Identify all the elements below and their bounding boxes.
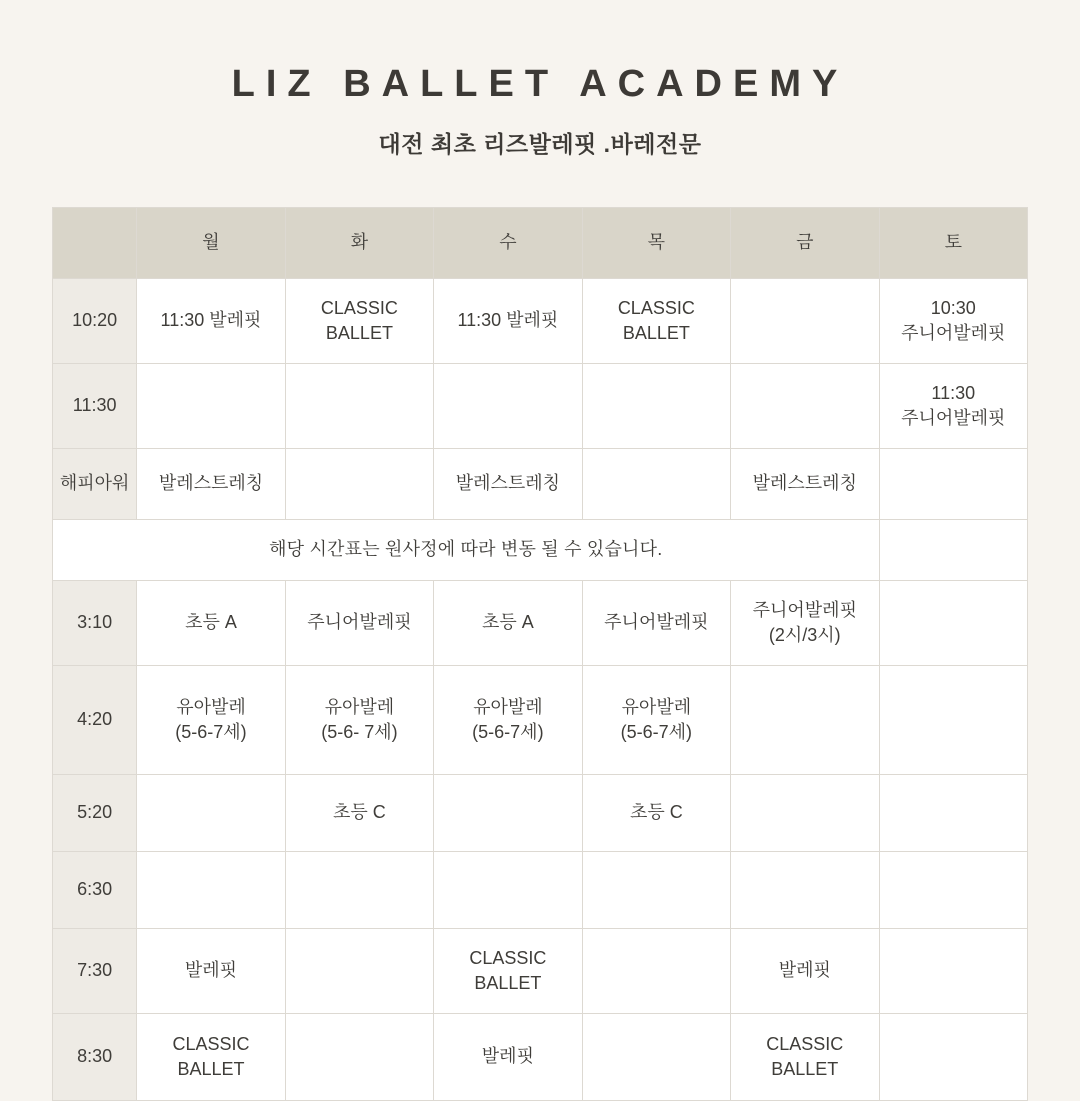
class-cell <box>879 774 1027 851</box>
class-cell <box>285 851 433 928</box>
header <box>0 0 1080 159</box>
row-time-label: 6:30 <box>53 851 137 928</box>
class-cell <box>434 774 582 851</box>
class-cell: 주니어발레핏 <box>285 580 433 665</box>
class-cell <box>731 665 879 774</box>
class-cell <box>731 774 879 851</box>
class-cell <box>879 665 1027 774</box>
header-day-mon: 월 <box>137 207 285 278</box>
class-cell <box>434 363 582 448</box>
class-cell: 유아발레 (5-6- 7세) <box>285 665 433 774</box>
class-cell: 발레스트레칭 <box>434 448 582 519</box>
table-row <box>53 278 1028 363</box>
row-time-label: 3:10 <box>53 580 137 665</box>
class-cell: 발레핏 <box>137 928 285 1013</box>
header-day-tue: 화 <box>285 207 433 278</box>
page-subtitle: 대전 최초 리즈발레핏 .바레전문 <box>378 130 702 157</box>
class-cell: 11:30 발레핏 <box>434 278 582 363</box>
table-header <box>53 207 1028 278</box>
class-cell: 초등 C <box>285 774 433 851</box>
class-cell: 주니어발레핏 <box>582 580 730 665</box>
page-title: LIZ BALLET ACADEMY <box>231 63 849 105</box>
class-cell <box>582 363 730 448</box>
table-body <box>53 278 1028 1100</box>
header-row <box>53 207 1028 278</box>
class-cell <box>879 448 1027 519</box>
row-time-label: 4:20 <box>53 665 137 774</box>
class-cell <box>582 1013 730 1100</box>
class-cell: 유아발레 (5-6-7세) <box>434 665 582 774</box>
schedule-table <box>52 207 1028 1101</box>
class-cell <box>285 363 433 448</box>
table-row <box>53 1013 1028 1100</box>
header-day-thu: 목 <box>582 207 730 278</box>
table-row <box>53 448 1028 519</box>
class-cell <box>879 580 1027 665</box>
class-cell <box>285 448 433 519</box>
class-cell <box>731 363 879 448</box>
class-cell <box>731 278 879 363</box>
class-cell <box>285 1013 433 1100</box>
table-row <box>53 851 1028 928</box>
class-cell <box>879 851 1027 928</box>
table-row <box>53 580 1028 665</box>
class-cell <box>137 363 285 448</box>
row-time-label: 11:30 <box>53 363 137 448</box>
row-time-label: 7:30 <box>53 928 137 1013</box>
schedule-note: 해당 시간표는 원사정에 따라 변동 될 수 있습니다. <box>53 519 880 580</box>
table-row <box>53 665 1028 774</box>
class-cell: 10:30 주니어발레핏 <box>879 278 1027 363</box>
class-cell: CLASSIC BALLET <box>434 928 582 1013</box>
class-cell: 발레핏 <box>731 928 879 1013</box>
header-corner <box>53 207 137 278</box>
class-cell: 11:30 발레핏 <box>137 278 285 363</box>
header-day-wed: 수 <box>434 207 582 278</box>
class-cell <box>879 1013 1027 1100</box>
row-time-label: 8:30 <box>53 1013 137 1100</box>
table-row <box>53 774 1028 851</box>
header-day-fri: 금 <box>731 207 879 278</box>
row-time-label: 10:20 <box>53 278 137 363</box>
class-cell: 초등 C <box>582 774 730 851</box>
class-cell: 초등 A <box>137 580 285 665</box>
class-cell: CLASSIC BALLET <box>731 1013 879 1100</box>
class-cell <box>879 928 1027 1013</box>
class-cell <box>582 448 730 519</box>
class-cell: CLASSIC BALLET <box>285 278 433 363</box>
row-time-label: 5:20 <box>53 774 137 851</box>
table-row <box>53 363 1028 448</box>
class-cell <box>137 774 285 851</box>
table-row <box>53 928 1028 1013</box>
class-cell: 주니어발레핏 (2시/3시) <box>731 580 879 665</box>
class-cell: 초등 A <box>434 580 582 665</box>
class-cell <box>582 851 730 928</box>
class-cell: 발레스트레칭 <box>731 448 879 519</box>
class-cell <box>879 519 1027 580</box>
class-cell: 유아발레 (5-6-7세) <box>137 665 285 774</box>
class-cell: CLASSIC BALLET <box>137 1013 285 1100</box>
table-note-row <box>53 519 1028 580</box>
class-cell: 발레스트레칭 <box>137 448 285 519</box>
class-cell <box>731 851 879 928</box>
class-cell <box>285 928 433 1013</box>
row-time-label: 해피아워 <box>53 448 137 519</box>
class-cell: CLASSIC BALLET <box>582 278 730 363</box>
class-cell <box>137 851 285 928</box>
header-day-sat: 토 <box>879 207 1027 278</box>
class-cell <box>434 851 582 928</box>
schedule-table-container <box>52 207 1028 1101</box>
class-cell: 11:30 주니어발레핏 <box>879 363 1027 448</box>
class-cell <box>582 928 730 1013</box>
class-cell: 발레핏 <box>434 1013 582 1100</box>
class-cell: 유아발레 (5-6-7세) <box>582 665 730 774</box>
